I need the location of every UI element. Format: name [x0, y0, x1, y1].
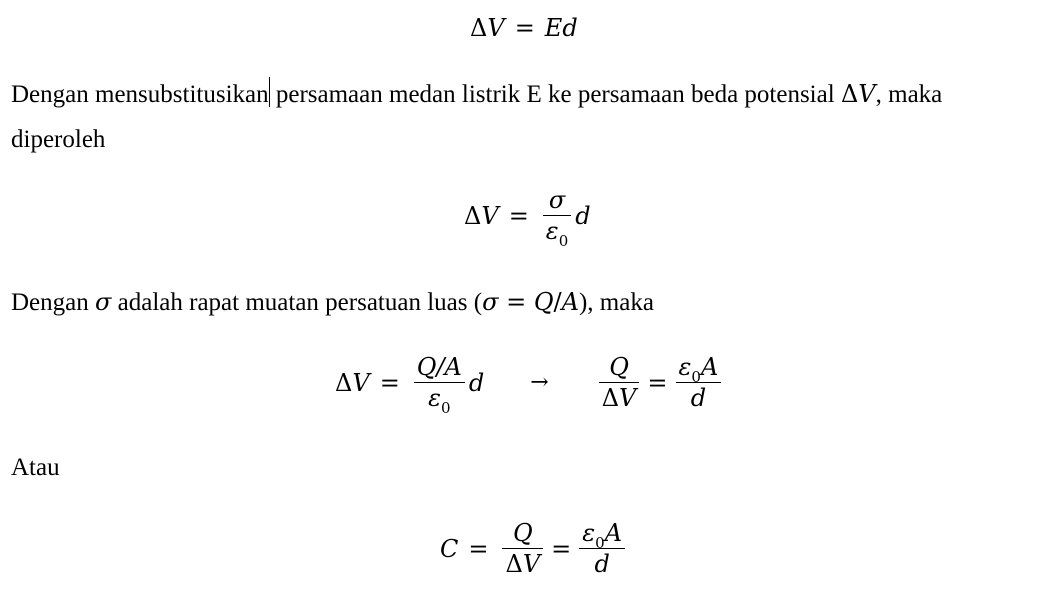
equation-potential-field: [470, 10, 578, 46]
equation-capacitance-derivation: [335, 352, 725, 417]
delta-symbol: Δ: [464, 201, 482, 230]
fraction-denominator: [502, 549, 543, 579]
epsilon-symbol: ε: [582, 519, 596, 547]
variable-c: C: [440, 534, 459, 563]
inline-math-equals: =: [498, 288, 534, 316]
paragraph-sigma-definition: [11, 279, 654, 326]
equals-sign: =: [514, 14, 535, 42]
fraction-numerator: [579, 518, 625, 552]
inline-math-slash: /: [553, 288, 562, 316]
fraction-epsilon-a-d: [579, 518, 625, 579]
fraction-denominator: [425, 383, 453, 417]
paragraph-text: Atau: [11, 454, 60, 481]
delta-symbol: Δ: [601, 384, 620, 412]
equals-sign: =: [379, 368, 400, 397]
variable-d: d: [575, 201, 591, 230]
fraction-numerator: Q/A: [416, 353, 462, 381]
paragraph-text-end: ), maka: [578, 289, 654, 316]
inline-math-a: A: [561, 288, 579, 316]
variable-v: V: [619, 384, 637, 412]
delta-symbol: Δ: [470, 14, 488, 42]
fraction-denominator: d: [690, 384, 707, 412]
epsilon-symbol: ε: [428, 384, 442, 412]
subscript-zero: 0: [595, 534, 605, 552]
paragraph-text-middle: persamaan medan listrik E ke persamaan beda potensial: [269, 81, 841, 108]
delta-symbol: Δ: [505, 550, 523, 578]
fraction-epsilon-a-d: [676, 352, 722, 413]
subscript-zero: 0: [691, 368, 701, 386]
right-arrow-icon: →: [530, 370, 549, 395]
paragraph-text-start: Dengan mensubstitusikan: [11, 81, 269, 108]
fraction-denominator: [599, 383, 640, 413]
equals-sign: =: [647, 368, 668, 397]
variable-a: A: [700, 353, 719, 381]
fraction-qa-epsilon: [414, 352, 465, 417]
variable-d: d: [468, 368, 485, 397]
inline-math-delta: Δ: [840, 80, 859, 108]
inline-math-q: Q: [533, 288, 554, 316]
paragraph-atau: [11, 445, 60, 491]
variable-e: E: [544, 14, 563, 42]
subscript-zero: 0: [558, 232, 569, 250]
paragraph-text-end: , maka: [875, 81, 943, 108]
equals-sign: =: [508, 201, 529, 230]
equation-capacitance: [440, 518, 629, 579]
paragraph-text-middle: adalah rapat muatan persatuan luas (: [111, 289, 483, 316]
paragraph-text-start: Dengan: [11, 289, 95, 316]
inline-math-v: V: [858, 80, 876, 108]
variable-v: V: [487, 14, 505, 42]
paragraph-text-line2: diperoleh: [11, 126, 106, 153]
fraction-numerator: [676, 352, 722, 386]
fraction-sigma-epsilon: [543, 185, 571, 250]
fraction-q-deltav: [599, 352, 640, 413]
inline-math-sigma-2: σ: [482, 288, 499, 316]
variable-a: A: [604, 519, 623, 547]
fraction-denominator: [543, 216, 571, 250]
variable-v: V: [481, 201, 499, 230]
epsilon-symbol: ε: [545, 217, 559, 245]
fraction-q-deltav: [502, 518, 543, 579]
fraction-numerator: Q: [512, 519, 533, 547]
equation-potential-sigma: [464, 185, 591, 250]
variable-v: V: [352, 368, 370, 397]
epsilon-symbol: ε: [678, 353, 692, 381]
inline-math-sigma: σ: [95, 288, 112, 316]
paragraph-substitution-line2: [11, 117, 105, 163]
variable-v: V: [522, 550, 541, 578]
fraction-numerator: σ: [548, 186, 566, 214]
subscript-zero: 0: [441, 399, 451, 417]
fraction-numerator: Q: [609, 353, 629, 381]
delta-symbol: Δ: [335, 368, 353, 397]
paragraph-substitution: [11, 71, 942, 118]
fraction-denominator: d: [594, 550, 610, 578]
variable-d: d: [562, 14, 578, 42]
equals-sign: =: [468, 534, 489, 563]
equals-sign: =: [551, 534, 572, 563]
